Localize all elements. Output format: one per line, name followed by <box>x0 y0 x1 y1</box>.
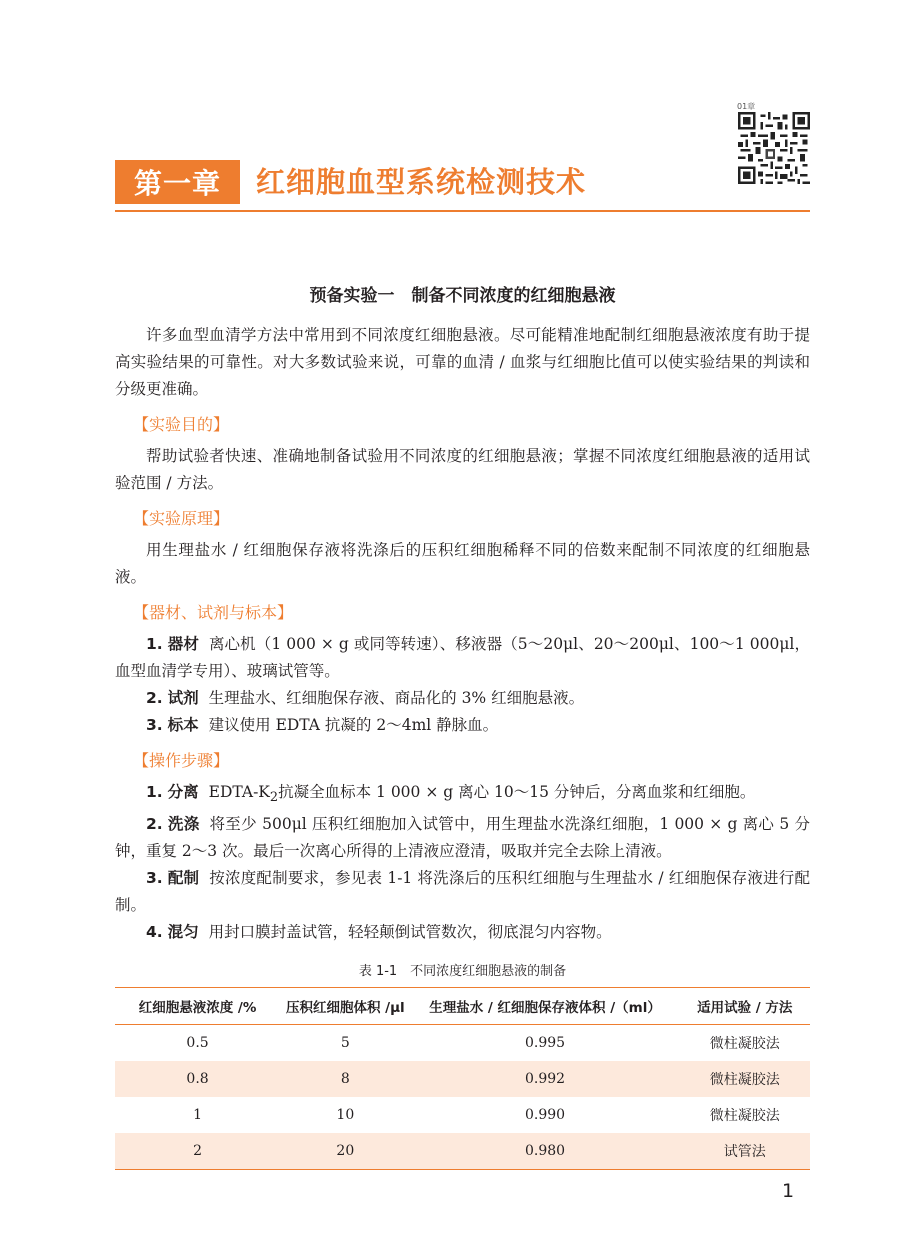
table-cell: 0.990 <box>525 1107 566 1124</box>
table-cell: 5 <box>340 1035 350 1052</box>
table-cell: 微柱凝胶法 <box>709 1108 780 1125</box>
item-number: 4. <box>146 923 163 942</box>
item-label: 洗涤 <box>167 815 200 834</box>
table-cell: 1 <box>193 1107 202 1124</box>
table-cell: 微柱凝胶法 <box>709 1036 780 1053</box>
list-item <box>115 919 810 946</box>
table-header-cell: 红细胞悬液浓度 /% <box>115 988 280 1025</box>
table-cell: 0.980 <box>411 1133 680 1170</box>
item-text: 将至少 500μl 压积红细胞加入试管中，用生理盐水洗涤红细胞，1 000 × g 离心 5 分钟，重复 2～3 次。最后一次离心所得的上清液应澄清，吸取并完全去除上清液。 <box>115 815 810 861</box>
table-header-cell: 压积红细胞体积 /μl <box>280 988 410 1025</box>
list-item <box>115 631 810 685</box>
table-cell: 8 <box>280 1061 410 1097</box>
page-content <box>115 282 810 1170</box>
table-header-row <box>115 988 810 1025</box>
item-text: 抗凝全血标本 1 000 × g 离心 10～15 分钟后，分离血浆和红细胞。 <box>278 783 756 801</box>
table-row <box>115 1061 810 1097</box>
item-label: 标本 <box>167 716 199 734</box>
table-header-cell: 适用试验 / 方法 <box>680 988 810 1025</box>
page-number: 1 <box>782 1180 795 1202</box>
table-cell: 0.8 <box>115 1061 280 1097</box>
item-text: 离心机（1 000 × g 或同等转速）、移液器（5～20μl、20～200μl、100～1 000μl，血型血清学专用）、玻璃试管等。 <box>115 635 810 680</box>
qr-code-icon[interactable] <box>738 112 810 184</box>
chapter-title: 红细胞血型系统检测技术 <box>256 165 587 199</box>
item-text: 生理盐水、红细胞保存液、商品化的 3% 红细胞悬液。 <box>208 689 585 707</box>
item-number: 1. <box>146 783 163 801</box>
item-label: 混匀 <box>167 923 199 942</box>
item-number: 1. <box>146 635 163 653</box>
table-cell: 2 <box>115 1133 280 1170</box>
list-item <box>115 811 810 865</box>
table-cell: 10 <box>336 1107 355 1124</box>
item-number: 3. <box>146 716 163 734</box>
principle-paragraph: 用生理盐水 / 红细胞保存液将洗涤后的压积红细胞稀释不同的倍数来配制不同浓度的红细胞悬液。 <box>115 541 810 586</box>
item-text-prefix: EDTA-K <box>208 783 270 801</box>
table-cell: 0.995 <box>525 1035 566 1052</box>
table-row <box>115 1025 810 1062</box>
item-text: 按浓度配制要求，参见表 1-1 将洗涤后的压积红细胞与生理盐水 / 红细胞保存液进行配制。 <box>115 869 810 915</box>
chapter-divider <box>115 210 810 212</box>
item-label: 器材 <box>167 635 199 653</box>
table-cell: 0.992 <box>411 1061 680 1097</box>
table-row <box>115 1097 810 1133</box>
item-number: 3. <box>146 869 163 888</box>
experiment-title: 预备实验一 制备不同浓度的红细胞悬液 <box>309 286 616 306</box>
chapter-label: 第一章 <box>115 160 240 204</box>
item-text-subscript: 2 <box>269 790 279 806</box>
item-label: 试剂 <box>167 689 199 707</box>
table-cell: 0.5 <box>186 1035 209 1052</box>
table-cell: 微柱凝胶法 <box>680 1061 810 1097</box>
data-table <box>115 987 810 1170</box>
qr-code-label: 01章 <box>737 102 756 111</box>
section-heading-procedure: 【操作步骤】 <box>133 751 230 770</box>
item-label: 配制 <box>167 869 200 888</box>
table-cell: 20 <box>280 1133 410 1170</box>
intro-paragraph: 许多血型血清学方法中常用到不同浓度红细胞悬液。尽可能精准地配制红细胞悬液浓度有助于提高实验结果的可靠性。对大多数试验来说，可靠的血清 / 血浆与红细胞比值可以使实验结果的判读和分级更准确。 <box>115 326 810 398</box>
purpose-paragraph: 帮助试验者快速、准确地制备试验用不同浓度的红细胞悬液；掌握不同浓度红细胞悬液的适用试验范围 / 方法。 <box>115 447 810 492</box>
item-number: 2. <box>146 689 163 707</box>
section-heading-principle: 【实验原理】 <box>133 509 230 528</box>
list-item <box>115 685 810 712</box>
table-cell: 试管法 <box>680 1133 810 1170</box>
item-text: 用封口膜封盖试管，轻轻颠倒试管数次，彻底混匀内容物。 <box>208 923 612 942</box>
list-item <box>115 865 810 919</box>
section-heading-purpose: 【实验目的】 <box>133 415 230 434</box>
item-label: 分离 <box>167 783 199 801</box>
section-heading-materials: 【器材、试剂与标本】 <box>133 603 294 622</box>
item-text: 建议使用 EDTA 抗凝的 2～4ml 静脉血。 <box>208 716 499 734</box>
list-item <box>115 712 810 739</box>
item-number: 2. <box>146 815 163 834</box>
table-caption: 表 1-1 不同浓度红细胞悬液的制备 <box>358 964 567 980</box>
list-item <box>115 779 810 811</box>
table-row <box>115 1133 810 1170</box>
table-header-cell: 生理盐水 / 红细胞保存液体积 /（ml） <box>411 988 680 1025</box>
